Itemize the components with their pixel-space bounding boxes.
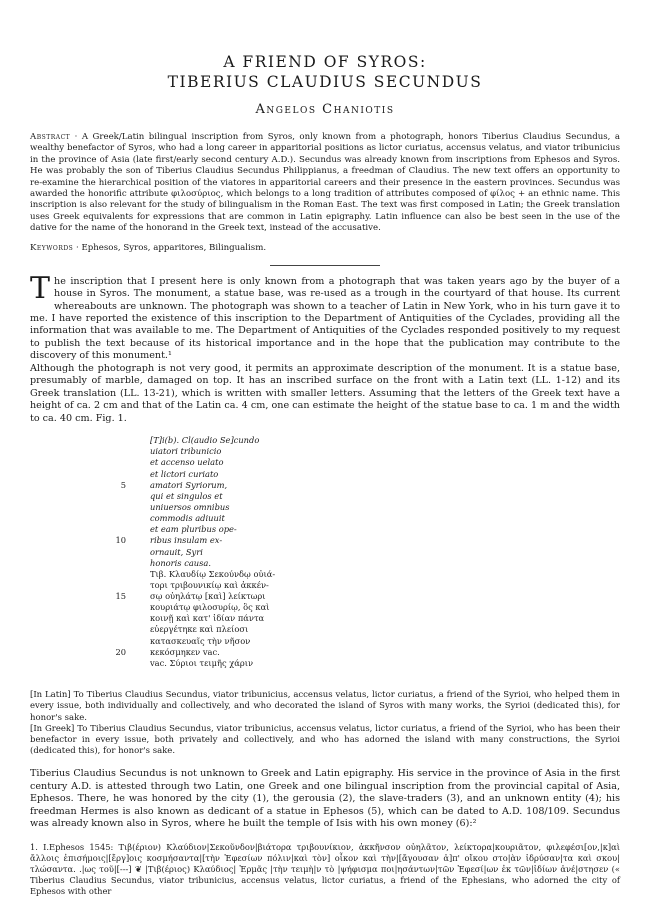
body-paragraph: Tiberius Claudius Secundus is not unknown to Greek and Latin epigraphy. His service in the province of Asia in the first century A.D. is attested through two Latin, one Greek and one bilingual inscription from the provincial capital of Asia, Ephesos. There, he was honored by the city (1), the gerousia (2), the slave-traders (3), and an unknown entity (4); his freedman Hermes is also known as dedicant of a statue in Ephesos (5), which can be dated to A.D. 108/109. Secundus was already known also in Syros, where he built the temple of Isis with his own money (6):² <box>30 768 620 830</box>
inscription-line-text: [T]i(b). Cl(audio Se]cundo <box>150 435 260 446</box>
inscription-line-text: Τιβ. Κλαυδίῳ Σεκούνδῳ οὐιά- <box>150 568 276 579</box>
inscription-line <box>150 513 620 524</box>
inscription-line <box>150 658 620 669</box>
inscription-line <box>150 547 620 558</box>
inscription-line-text: qui et singulos et <box>150 490 223 501</box>
keywords-label: Keywords <box>30 242 74 253</box>
abstract <box>30 132 620 235</box>
translation-latin: [In Latin] To Tiberius Claudius Secundus, viator tribunicius, accensus velatus, lictor curiatus, a friend of the Syrioi, who helped them in every issue, both individually and collectively, and who decorated the island of Syros with many works, the Syrioi (dedicated this), for honor's sake. <box>30 690 620 723</box>
inscription-line <box>115 591 620 602</box>
inscription-line <box>150 558 620 569</box>
inscription-line-text: honoris causa. <box>150 557 211 568</box>
article-page <box>30 0 620 897</box>
inscription-line <box>150 446 620 457</box>
inscription-line <box>150 524 620 535</box>
line-number: 20 <box>115 646 126 657</box>
inscription-line <box>120 479 620 491</box>
inscription-line-text: et lictori curiato <box>150 468 219 479</box>
inscription-line-text: et eam pluribus ope- <box>150 524 237 535</box>
inscription-line-text: vac. Σύριοι τειμῆς χάριν <box>150 657 254 668</box>
abstract-text: · A Greek/Latin bilingual inscription from Syros, only known from a photograph, honors Tiberius Claudius Secundus, a wealthy benefactor of Syros, who had a long career in apparitorial positions as lictor curiatus, accensus velatus, and viator tribunicius in the province of Asia (late first/early second century A.D.). Secundus was already known from inscriptions from Ephesos and Syros. He was probably the son of Tiberius Claudius Secundus Philippianus, a freedman of Claudius. The new text offers an opportunity to re-examine the hierarchical position of the viatores in apparitorial careers and their presence in the eastern provinces. Secundus was awarded the honorific attribute φιλοσύριος, which belongs to a long tradition of attributes composed of φίλος + an ethnic name. This inscription is also relevant for the study of bilingualism in the Roman East. The text was first composed in Latin; the Greek translation uses Greek equivalents for expressions that are common in Latin epigraphy. Latin influence can also be best seen in the use of the dative for the name of the honorand in the Greek text, instead of the accusative. <box>30 132 620 234</box>
inscription-line <box>115 535 620 546</box>
inscription-line <box>150 636 620 647</box>
inscription-line <box>150 502 620 513</box>
intro-text-1: he inscription that I present here is only known from a photograph that was taken years ago by the buyer of a house in Syros. The monument, a statue base, was re-used as a trough in the courtyard of that house. Its current whereabouts are unknown. The photograph was shown to a teacher of Latin in New York, who in his turn gave it to me. I have reported the existence of this inscription to the Department of Antiquities of the Cyclades, providing all the information that was available to me. The Department of Antiquities of the Cyclades responded positively to my request to publish the text because of its historical importance and in the hope that the publication may contribute to the discovery of this monument.¹ <box>30 275 620 362</box>
inscription-line <box>115 646 620 658</box>
inscription-line <box>150 457 620 468</box>
line-number: 15 <box>115 591 126 602</box>
abstract-label: Abstract <box>30 132 71 142</box>
inscription-line <box>150 580 620 591</box>
inscription-line <box>150 435 620 446</box>
inscription-line-text: ribus insulam ex- <box>150 535 223 546</box>
inscription-line-text: σῳ οὐηλάτῳ [καὶ] λείκτωρι <box>150 591 266 602</box>
section-divider <box>270 265 380 266</box>
inscription-line-text: τορι τριβουνικίῳ καὶ ἀκκέν- <box>150 579 269 590</box>
inscription-line-text: et accenso uelato <box>150 457 224 468</box>
line-number: 10 <box>115 535 126 546</box>
inscription-text <box>115 435 620 682</box>
inscription-line <box>150 613 620 624</box>
translation-greek: [In Greek] To Tiberius Claudius Secundus, viator tribunicius, accensus velatus, lictor curiatus, a friend of the Syrioi, who has been their benefactor in every issue, both privately and collectively, and who has adorned the island with many constructions, the Syrioi (dedicated this), for honor's sake. <box>30 723 620 757</box>
inscription-line-text: ornauit, Syri <box>150 546 203 557</box>
intro-paragraph-2: Although the photograph is not very good, it permits an approximate description of the monument. It is a statue base, presumably of marble, damaged on top. It has an inscribed surface on the front with a Latin text (LL. 1-12) and its Greek translation (LL. 13-21), which is written with smaller letters. Assuming that the letters of the Greek text have a height of ca. 2 cm and that of the Latin ca. 4 cm, one can estimate the height of the statue base to ca. 1 m and the width to ca. 40 cm. Fig. 1. <box>30 362 620 424</box>
intro-paragraph-1 <box>30 270 620 363</box>
keywords <box>30 243 620 254</box>
inscription-line <box>150 491 620 502</box>
inscription-line-text: κοινῇ καὶ κατ' ἰδίαν πάντα <box>150 613 265 624</box>
drop-cap: T <box>30 270 51 306</box>
inscription-line-text: uiatori tribunicio <box>150 446 222 457</box>
keywords-text: · Ephesos, Syros, apparitores, Bilingualism. <box>73 242 267 253</box>
inscription-line <box>150 624 620 635</box>
inscription-line-text: uniuersos omnibus <box>150 501 230 512</box>
article-title-line2: TIBERIUS CLAUDIUS SECUNDUS <box>167 73 483 91</box>
inscription-line-text: εὐεργέτηκε καὶ πλείοσι <box>150 624 249 635</box>
line-number: 5 <box>120 479 126 490</box>
inscription-line-text: κεκόσμηκεν vac. <box>150 646 220 657</box>
inscription-line <box>150 469 620 480</box>
inscription-line-text: commodis adiuuit <box>150 513 225 524</box>
article-title-line1: A FRIEND OF SYROS: <box>223 53 427 71</box>
inscription-line <box>150 602 620 613</box>
inscription-line-text: amatori Syriorum, <box>150 479 228 490</box>
footnote-1: 1. I.Ephesos 1545: Τιβ(έριον) Κλαύδιον|Σεκοῦνδον|βιάτορα τριβουνίκιον, ἀκκῆνσον οὐηλᾶτον, λείκτορα|κουριᾶτον, φιλεφέσι[ον,|κ]αὶ ἄλλοις ἐπισήμοις|[ἔργ]οις κοσμήσαντα|[τὴν Ἐφεσίων πόλιν|καὶ τὸν] οἶκον καὶ τὴν|[ἄγουσαν ἀ]π' οἴκου στο|ὰν ἱδρύσαν|τα καὶ σκου|τλώσαντα. .|ως τοῦ|[---] ❦ |Τιβ(έριος) Κλαύδιος| Ἑρμᾶς |τὴν τειμὴ|ν τὸ |ψήφισμα ποι|ησάντων|τῶν Ἐφεσί|ων ἐκ τῶν|ἰδίων ἀνέ|στησεν (« Tiberius Claudius Secundus, viator tribunicius, accensus velatus, lictor curiatus, a friend of the Ephesians, who adorned the city of Ephesos with other <box>30 841 620 896</box>
author-name: Angelos Chaniotis <box>255 102 395 117</box>
inscription-line-text: κουριάτῳ φιλοσυρίῳ, ὃς καὶ <box>150 602 270 613</box>
inscription-line-text: κατασκευαῖς τὴν νῆσον <box>150 635 251 646</box>
inscription-line <box>150 569 620 580</box>
